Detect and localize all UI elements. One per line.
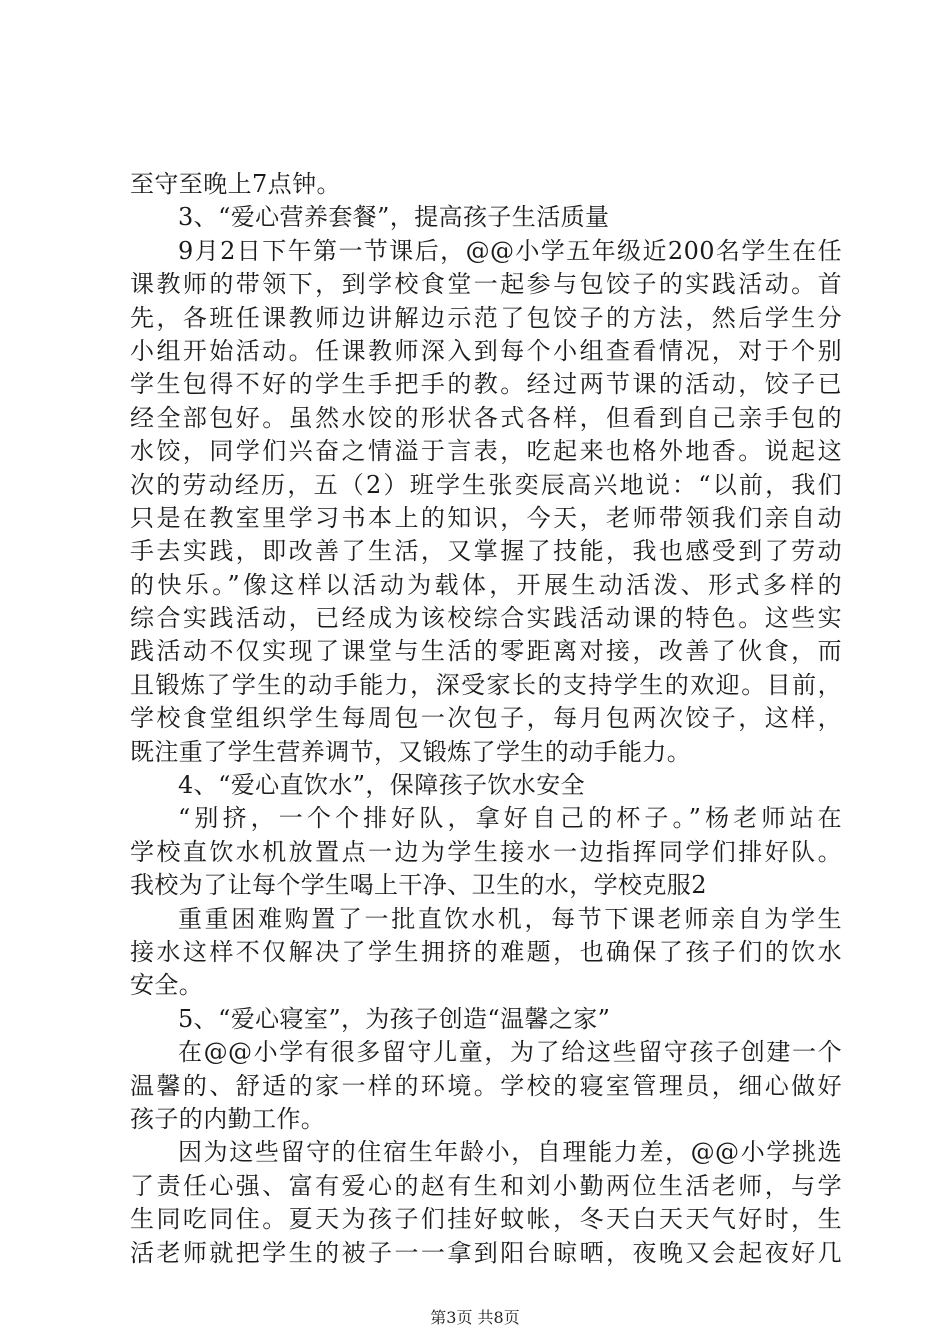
text-line: 至守至晚上7点钟。 xyxy=(130,170,341,198)
text-line: 综合实践活动，已经成为该校综合实践活动课的特色。这些实 xyxy=(130,604,842,633)
text-line: 生同吃同住。夏天为孩子们挂好蚊帐，冬天白天天气好时，生 xyxy=(130,1205,842,1234)
text-line: 且锻炼了学生的动手能力，深受家长的支持学生的欢迎。目前， xyxy=(130,670,842,699)
text-line: 孩子的内勤工作。 xyxy=(130,1104,326,1133)
text-line: 的快乐。”像这样以活动为载体，开展生动活泼、形式多样的 xyxy=(130,570,842,599)
section-heading: 4、“爱心直饮水”，保障孩子饮水安全 xyxy=(178,771,586,800)
text-line: 接水这样不仅解决了学生拥挤的难题，也确保了孩子们的饮水 xyxy=(130,937,842,966)
section-heading: 3、“爱心营养套餐”，提高孩子生活质量 xyxy=(178,203,610,232)
document-body xyxy=(130,168,842,1270)
text-line: 学校直饮水机放置点一边为学生接水一边指挥同学们排好队。 xyxy=(130,837,842,866)
text-line: 践活动不仅实现了课堂与生活的零距离对接，改善了伙食，而 xyxy=(130,637,842,666)
text-line: 学生包得不好的学生手把手的教。经过两节课的活动，饺子已 xyxy=(130,370,842,399)
text-line: 只是在教室里学习书本上的知识，今天，老师带领我们亲自动 xyxy=(130,503,842,532)
text-line: “别挤，一个个排好队，拿好自己的杯子。”杨老师站在 xyxy=(178,804,842,833)
page-indicator: 第3页 共8页 xyxy=(430,1308,520,1327)
text-line: 先，各班任课教师边讲解边示范了包饺子的方法，然后学生分 xyxy=(130,303,842,332)
text-line: 次的劳动经历，五（2）班学生张奕辰高兴地说：“以前，我们 xyxy=(130,470,842,499)
text-line: 小组开始活动。任课教师深入到每个小组查看情况，对于个别 xyxy=(130,336,842,365)
text-line: 课教师的带领下，到学校食堂一起参与包饺子的实践活动。首 xyxy=(130,270,842,299)
text-line: 9月2日下午第一节课后，@@小学五年级近200名学生在任 xyxy=(178,236,842,265)
text-line: 既注重了学生营养调节，又锻炼了学生的动手能力。 xyxy=(130,737,692,766)
text-line: 手去实践，即改善了生活，又掌握了技能，我也感受到了劳动 xyxy=(130,537,842,566)
text-line: 水饺，同学们兴奋之情溢于言表，吃起来也格外地香。说起这 xyxy=(130,437,842,466)
text-line: 温馨的、舒适的家一样的环境。学校的寝室管理员，细心做好 xyxy=(130,1071,842,1100)
text-line: 学校食堂组织学生每周包一次包子，每月包两次饺子，这样， xyxy=(130,704,842,733)
text-line: 我校为了让每个学生喝上干净、卫生的水，学校克服2 xyxy=(130,871,707,900)
text-line: 了责任心强、富有爱心的赵有生和刘小勤两位生活老师，与学 xyxy=(130,1171,842,1200)
text-line: 安全。 xyxy=(130,971,204,1000)
page-footer xyxy=(0,1308,950,1328)
text-line: 因为这些留守的住宿生年龄小，自理能力差，@@小学挑选 xyxy=(178,1138,842,1167)
text-line: 活老师就把学生的被子一一拿到阳台晾晒，夜晚又会起夜好几 xyxy=(130,1238,842,1267)
text-line: 重重困难购置了一批直饮水机，每节下课老师亲自为学生 xyxy=(178,904,842,933)
text-line: 在@@小学有很多留守儿童，为了给这些留守孩子创建一个 xyxy=(178,1038,842,1067)
section-heading: 5、“爱心寝室”，为孩子创造“温馨之家” xyxy=(178,1004,611,1033)
text-line: 经全部包好。虽然水饺的形状各式各样，但看到自己亲手包的 xyxy=(130,403,842,432)
